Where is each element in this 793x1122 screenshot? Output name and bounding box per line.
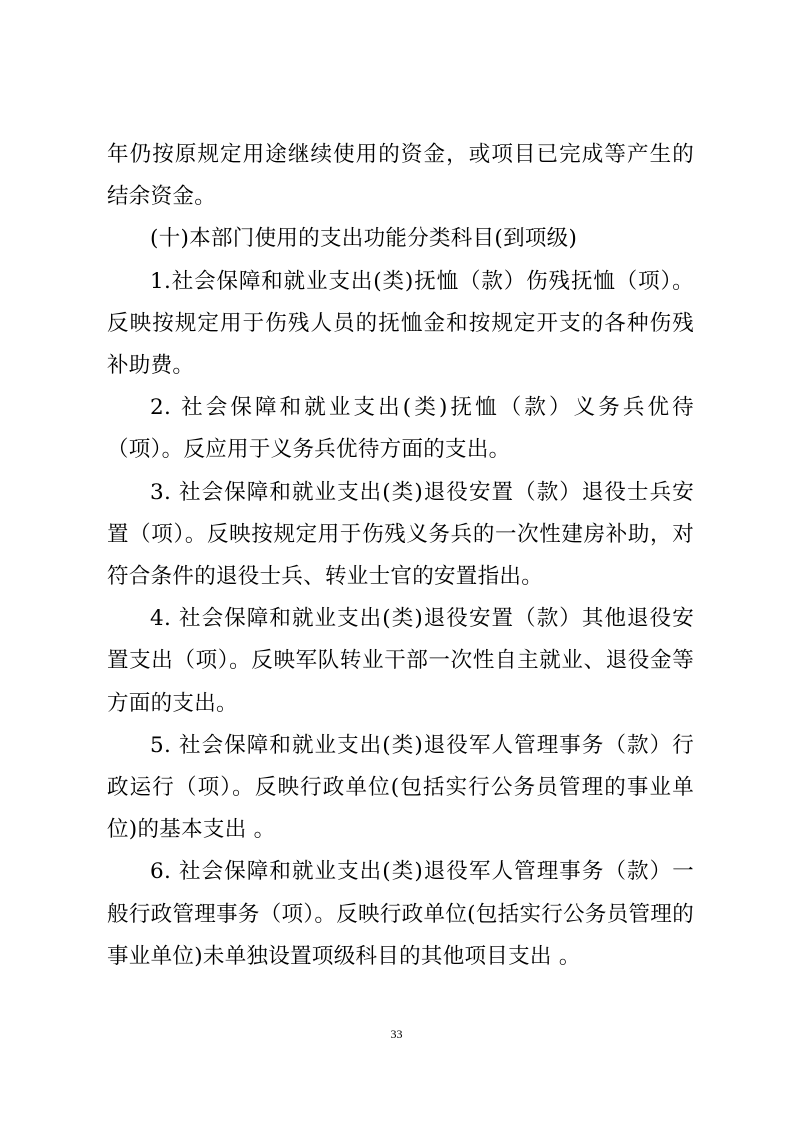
section-heading: (十)本部门使用的支出功能分类科目(到项级) <box>150 226 578 252</box>
paragraph-item-4: 4. 社会保障和就业支出(类)退役安置（款）其他退役安置支出（项）。反映军队转业干部一次性自主就业、退役金等方面的支出。 <box>107 606 694 716</box>
page-body <box>107 134 694 978</box>
page-number: 33 <box>390 1027 403 1041</box>
paragraph-item-5: 5. 社会保障和就业支出(类)退役军人管理事务（款）行政运行（项）。反映行政单位(包括实行公务员管理的事业单位)的基本支出 。 <box>107 732 694 843</box>
paragraph-item-2: 2. 社会保障和就业支出(类)抚恤（款）义务兵优待（项）。反应用于义务兵优待方面的支出。 <box>107 395 694 463</box>
paragraph-item-1: 1.社会保障和就业支出(类)抚恤（款）伤残抚恤（项）。反映按规定用于伤残人员的抚恤金和按规定开支的各种伤残补助费。 <box>107 268 694 379</box>
paragraph-item-6: 6. 社会保障和就业支出(类)退役军人管理事务（款）一般行政管理事务（项）。反映行政单位(包括实行公务员管理的事业单位)未单独设置项级科目的其他项目支出 。 <box>107 859 694 969</box>
paragraph-continuation: 年仍按原规定用途继续使用的资金，或项目已完成等产生的结余资金。 <box>107 142 694 210</box>
paragraph-item-3: 3. 社会保障和就业支出(类)退役安置（款）退役士兵安置（项）。反映按规定用于伤残义务兵的一次性建房补助，对符合条件的退役士兵、转业士官的安置指出。 <box>107 479 694 590</box>
